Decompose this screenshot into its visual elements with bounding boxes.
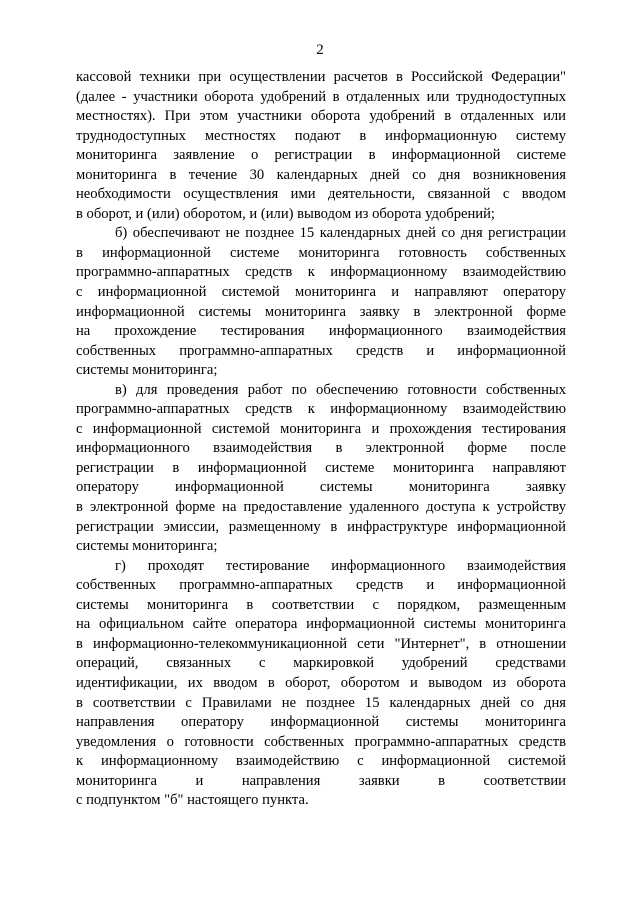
- text-line: в) для проведения работ по обеспечению готовности собственных: [115, 381, 566, 398]
- text-line: к информационному взаимодействию с информационной системой: [76, 753, 566, 770]
- paragraph: [76, 381, 566, 557]
- text-line: системы мониторинга в соответствии с порядком, размещенным: [76, 596, 566, 613]
- text-line: кассовой техники при осуществлении расчетов в Российской Федерации": [76, 69, 566, 85]
- page-number: 2: [316, 42, 324, 58]
- text-line: уведомления о готовности собственных программно-аппаратных средств: [76, 733, 566, 750]
- text-line: мониторинга и направления заявки в соответствии: [76, 772, 566, 789]
- text-line: на прохождение тестирования информационного взаимодействия: [76, 323, 566, 340]
- text-line: в электронной форме на предоставление удаленного доступа к устройству: [76, 499, 566, 516]
- text-line: мониторинга заявление о регистрации в информационной системе: [76, 147, 566, 164]
- text-line: б) обеспечивают не позднее 15 календарных дней со дня регистрации: [115, 225, 566, 242]
- text-line: направления оператору информационной системы мониторинга: [76, 714, 566, 731]
- paragraph: [76, 557, 566, 811]
- text-line: оператору информационной системы мониторинга заявку: [76, 479, 566, 496]
- text-line: мониторинга в течение 30 календарных дней со дня возникновения: [76, 166, 566, 183]
- text-line: с информационной системой мониторинга и направляют оператору: [76, 284, 566, 301]
- text-line: информационного взаимодействия в электронной форме после: [76, 440, 566, 457]
- paragraph: [76, 68, 566, 224]
- text-line: с информационной системой мониторинга и прохождения тестирования: [76, 420, 566, 437]
- text-line: в оборот, и (или) оборотом, и (или) выводом из оборота удобрений;: [76, 205, 495, 222]
- text-line: (далее - участники оборота удобрений в отдаленных или труднодоступных: [76, 88, 566, 105]
- text-line: в информационно-телекоммуникационной сети "Интернет", в отношении: [76, 635, 566, 652]
- text-line: в соответствии с Правилами не позднее 15 календарных дней со дня: [76, 694, 566, 711]
- text-line: операций, связанных с маркировкой удобрений средствами: [76, 655, 566, 672]
- text-line: регистрации в информационной системе мониторинга направляют: [76, 459, 566, 476]
- text-line: информационной системы мониторинга заявку в электронной форме: [76, 303, 566, 320]
- text-line: программно-аппаратных средств к информационному взаимодействию: [76, 401, 566, 418]
- text-line: системы мониторинга;: [76, 362, 218, 379]
- paragraph: [76, 224, 566, 380]
- text-line: на официальном сайте оператора информационной системы мониторинга: [76, 616, 566, 633]
- text-line: системы мониторинга;: [76, 538, 218, 555]
- text-line: собственных программно-аппаратных средств и информационной: [76, 342, 566, 359]
- text-line: необходимости осуществления ими деятельности, связанной с вводом: [76, 186, 566, 203]
- text-line: собственных программно-аппаратных средств и информационной: [76, 577, 566, 594]
- text-line: программно-аппаратных средств к информационному взаимодействию: [76, 264, 566, 281]
- text-line: с подпунктом "б" настоящего пункта.: [76, 792, 309, 809]
- text-line: местностях). При этом участники оборота удобрений в отдаленных или: [76, 108, 566, 125]
- text-line: регистрации эмиссии, размещенному в инфраструктуре информационной: [76, 518, 566, 535]
- document-body: [76, 68, 566, 811]
- text-line: в информационной системе мониторинга готовность собственных: [76, 244, 566, 261]
- text-line: г) проходят тестирование информационного взаимодействия: [115, 557, 566, 574]
- text-line: труднодоступных местностях подают в информационную систему: [76, 127, 566, 144]
- text-line: идентификации, их вводом в оборот, оборотом и выводом из оборота: [76, 674, 566, 691]
